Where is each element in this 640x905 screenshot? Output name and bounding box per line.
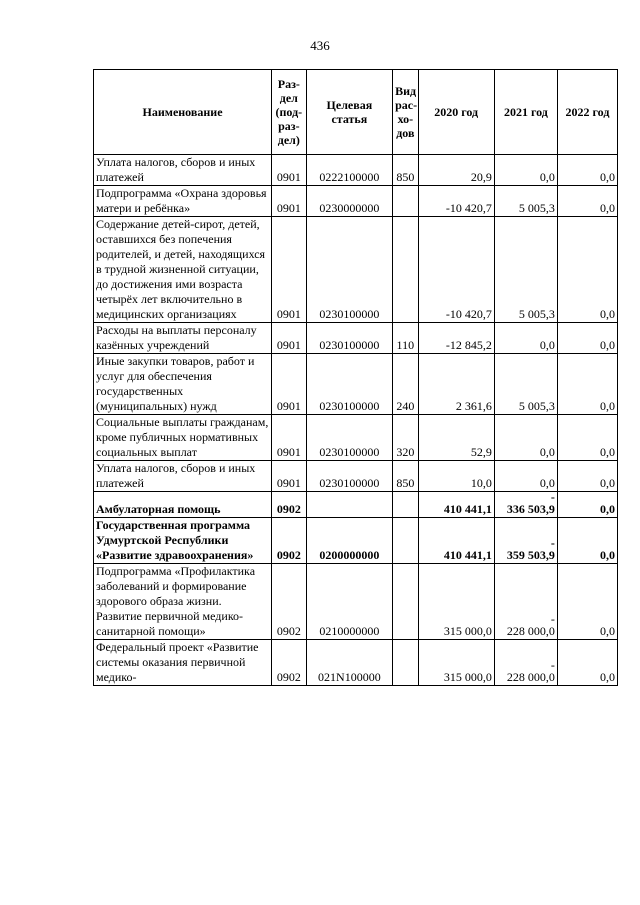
cell-target xyxy=(306,640,392,686)
cell-2022 xyxy=(557,415,617,461)
cell-2022 xyxy=(557,640,617,686)
cell-name-text: Уплата налогов, сборов и иных платежей xyxy=(96,461,256,490)
cell-2021 xyxy=(494,640,557,686)
cell-2022-text: 0,0 xyxy=(600,670,615,684)
cell-2020-text: 2 361,6 xyxy=(455,399,492,413)
cell-name xyxy=(94,640,272,686)
cell-2021-text: 228 000,0 xyxy=(506,670,555,684)
cell-section xyxy=(272,461,307,492)
cell-2021-dash: - xyxy=(550,536,555,550)
cell-name xyxy=(94,518,272,564)
cell-section-text: 0901 xyxy=(276,445,301,459)
cell-2020-text: 52,9 xyxy=(470,445,492,459)
cell-target-text: 0210000000 xyxy=(319,624,380,638)
cell-name-text: Иные закупки товаров, работ и услуг для обеспечения государственных (муниципальных) нужд xyxy=(96,354,255,413)
cell-expense xyxy=(393,415,418,461)
cell-2021 xyxy=(494,461,557,492)
cell-2021 xyxy=(494,354,557,415)
table-row xyxy=(94,323,618,354)
cell-name xyxy=(94,564,272,640)
cell-2021-text: 0,0 xyxy=(539,338,555,352)
cell-2022 xyxy=(557,217,617,323)
cell-expense xyxy=(393,492,418,518)
table-row xyxy=(94,492,618,518)
cell-target-text: 0230100000 xyxy=(319,476,380,490)
cell-name xyxy=(94,155,272,186)
cell-name-text: Подпрограмма «Профилактика заболеваний и формирование здорового образа жизни. Развитие первичной медико-санитарной помощи» xyxy=(96,564,256,638)
cell-2022 xyxy=(557,354,617,415)
cell-expense xyxy=(393,354,418,415)
cell-2020 xyxy=(418,640,494,686)
table-body xyxy=(94,155,618,686)
cell-expense-text: 240 xyxy=(396,399,415,413)
cell-2021-text: 0,0 xyxy=(539,445,555,459)
cell-name xyxy=(94,186,272,217)
cell-2020-text: 10,0 xyxy=(470,476,492,490)
cell-2020 xyxy=(418,217,494,323)
cell-name-text: Содержание детей-сирот, детей, оставшихся без попечения родителей, и детей, находящихся в трудной жизненной ситуации, до достижения ими возраста четырёх лет включительно в медицинских организациях xyxy=(96,217,266,321)
cell-2020-text: 315 000,0 xyxy=(443,624,492,638)
cell-name-text: Государственная программа Удмуртской Республики «Развитие здравоохранения» xyxy=(96,518,254,562)
table-header xyxy=(94,70,618,155)
cell-2020-text: -10 420,7 xyxy=(445,201,492,215)
cell-section-text: 0901 xyxy=(276,476,301,490)
cell-2021-text: 228 000,0 xyxy=(506,624,555,638)
header-2020: 2020 год xyxy=(418,70,494,155)
cell-2021 xyxy=(494,518,557,564)
cell-2022-text: 0,0 xyxy=(600,338,615,352)
cell-2022-text: 0,0 xyxy=(600,307,615,321)
cell-2020-text: -10 420,7 xyxy=(445,307,492,321)
cell-name-text: Социальные выплаты гражданам, кроме публичных нормативных социальных выплат xyxy=(96,415,269,459)
cell-name xyxy=(94,323,272,354)
cell-target xyxy=(306,354,392,415)
cell-2021-text: 359 503,9 xyxy=(506,548,555,562)
cell-name-text: Амбулаторная помощь xyxy=(96,502,221,516)
cell-target-text: 0230100000 xyxy=(319,445,380,459)
header-expense: Вид рас- хо- дов xyxy=(393,70,418,155)
header-2022: 2022 год xyxy=(557,70,617,155)
table-row xyxy=(94,461,618,492)
cell-2020 xyxy=(418,323,494,354)
budget-table xyxy=(93,69,618,686)
cell-2020 xyxy=(418,155,494,186)
cell-section-text: 0901 xyxy=(276,170,301,184)
cell-section-text: 0901 xyxy=(276,399,301,413)
cell-2021-text: 336 503,9 xyxy=(506,502,555,516)
cell-2021-text: 0,0 xyxy=(539,476,555,490)
cell-expense xyxy=(393,518,418,564)
cell-2021-text: 5 005,3 xyxy=(518,201,555,215)
table-row xyxy=(94,155,618,186)
cell-2022-text: 0,0 xyxy=(600,399,615,413)
cell-expense-text: 850 xyxy=(396,476,415,490)
cell-name-text: Расходы на выплаты персоналу казённых учреждений xyxy=(96,323,257,352)
header-target: Целевая статья xyxy=(306,70,392,155)
cell-section-text: 0902 xyxy=(276,502,301,516)
cell-2022-text: 0,0 xyxy=(600,476,615,490)
cell-2021-text: 0,0 xyxy=(539,170,555,184)
header-2021: 2021 год xyxy=(494,70,557,155)
cell-expense xyxy=(393,323,418,354)
cell-name xyxy=(94,415,272,461)
cell-2020-text: -12 845,2 xyxy=(445,338,492,352)
cell-name xyxy=(94,461,272,492)
table-row xyxy=(94,354,618,415)
cell-section xyxy=(272,155,307,186)
cell-target xyxy=(306,217,392,323)
cell-expense xyxy=(393,155,418,186)
cell-section xyxy=(272,640,307,686)
cell-expense xyxy=(393,186,418,217)
table-row xyxy=(94,217,618,323)
cell-target xyxy=(306,415,392,461)
cell-expense-text: 110 xyxy=(396,338,415,352)
cell-target-text: 0230100000 xyxy=(319,307,380,321)
cell-section xyxy=(272,323,307,354)
cell-name-text: Подпрограмма «Охрана здоровья матери и ребёнка» xyxy=(96,186,267,215)
cell-2022 xyxy=(557,155,617,186)
cell-2020-text: 410 441,1 xyxy=(443,502,492,516)
cell-2020-text: 20,9 xyxy=(470,170,492,184)
cell-2022 xyxy=(557,186,617,217)
cell-2022-text: 0,0 xyxy=(600,170,615,184)
cell-2022-text: 0,0 xyxy=(600,624,615,638)
cell-section-text: 0902 xyxy=(276,670,301,684)
cell-name xyxy=(94,492,272,518)
cell-name xyxy=(94,354,272,415)
cell-expense xyxy=(393,640,418,686)
cell-target xyxy=(306,461,392,492)
cell-2020 xyxy=(418,415,494,461)
cell-2021 xyxy=(494,492,557,518)
cell-2022-text: 0,0 xyxy=(600,201,615,215)
cell-section-text: 0902 xyxy=(276,548,301,562)
cell-2021 xyxy=(494,415,557,461)
header-name: Наименование xyxy=(94,70,272,155)
cell-section-text: 0901 xyxy=(276,338,301,352)
cell-2021 xyxy=(494,323,557,354)
cell-target xyxy=(306,186,392,217)
cell-expense-text: 320 xyxy=(396,445,415,459)
cell-2022 xyxy=(557,518,617,564)
cell-target xyxy=(306,518,392,564)
cell-2021 xyxy=(494,217,557,323)
cell-2022 xyxy=(557,564,617,640)
cell-target-text: 0230000000 xyxy=(319,201,380,215)
cell-section xyxy=(272,186,307,217)
cell-name-text: Федеральный проект «Развитие системы оказания первичной медико- xyxy=(96,640,259,684)
cell-section xyxy=(272,354,307,415)
cell-2022 xyxy=(557,323,617,354)
cell-target-text: 0222100000 xyxy=(319,170,380,184)
cell-2021-dash: - xyxy=(550,658,555,672)
cell-section-text: 0902 xyxy=(276,624,301,638)
cell-name xyxy=(94,217,272,323)
cell-2020 xyxy=(418,354,494,415)
cell-section xyxy=(272,492,307,518)
cell-2020-text: 410 441,1 xyxy=(443,548,492,562)
cell-2020 xyxy=(418,186,494,217)
cell-2022 xyxy=(557,492,617,518)
cell-2021-dash: - xyxy=(550,490,555,504)
cell-2022-text: 0,0 xyxy=(600,502,615,516)
cell-target-text: 0230100000 xyxy=(319,399,380,413)
table-row xyxy=(94,186,618,217)
cell-section xyxy=(272,518,307,564)
cell-2020 xyxy=(418,461,494,492)
cell-expense xyxy=(393,564,418,640)
cell-2021-text: 5 005,3 xyxy=(518,307,555,321)
cell-target-text: 021N100000 xyxy=(318,670,381,684)
cell-section-text: 0901 xyxy=(276,307,301,321)
cell-target xyxy=(306,564,392,640)
cell-section xyxy=(272,217,307,323)
cell-2020 xyxy=(418,564,494,640)
table-row xyxy=(94,640,618,686)
cell-expense xyxy=(393,461,418,492)
cell-2021-dash: - xyxy=(550,612,555,626)
cell-name-text: Уплата налогов, сборов и иных платежей xyxy=(96,155,256,184)
cell-target xyxy=(306,492,392,518)
table-row xyxy=(94,415,618,461)
cell-target xyxy=(306,323,392,354)
header-section: Раз- дел (под- раз- дел) xyxy=(272,70,307,155)
cell-section-text: 0901 xyxy=(276,201,301,215)
cell-2022-text: 0,0 xyxy=(600,548,615,562)
cell-2021-text: 5 005,3 xyxy=(518,399,555,413)
cell-2022 xyxy=(557,461,617,492)
cell-2020 xyxy=(418,492,494,518)
cell-2020-text: 315 000,0 xyxy=(443,670,492,684)
cell-2022-text: 0,0 xyxy=(600,445,615,459)
cell-2021 xyxy=(494,186,557,217)
cell-2021 xyxy=(494,564,557,640)
page-number: 436 xyxy=(310,38,330,53)
cell-target-text: 0230100000 xyxy=(319,338,380,352)
cell-section xyxy=(272,564,307,640)
cell-expense xyxy=(393,217,418,323)
table-row xyxy=(94,518,618,564)
cell-section xyxy=(272,415,307,461)
cell-2021 xyxy=(494,155,557,186)
cell-2020 xyxy=(418,518,494,564)
cell-target xyxy=(306,155,392,186)
table-row xyxy=(94,564,618,640)
cell-expense-text: 850 xyxy=(396,170,415,184)
cell-target-text: 0200000000 xyxy=(319,548,380,562)
